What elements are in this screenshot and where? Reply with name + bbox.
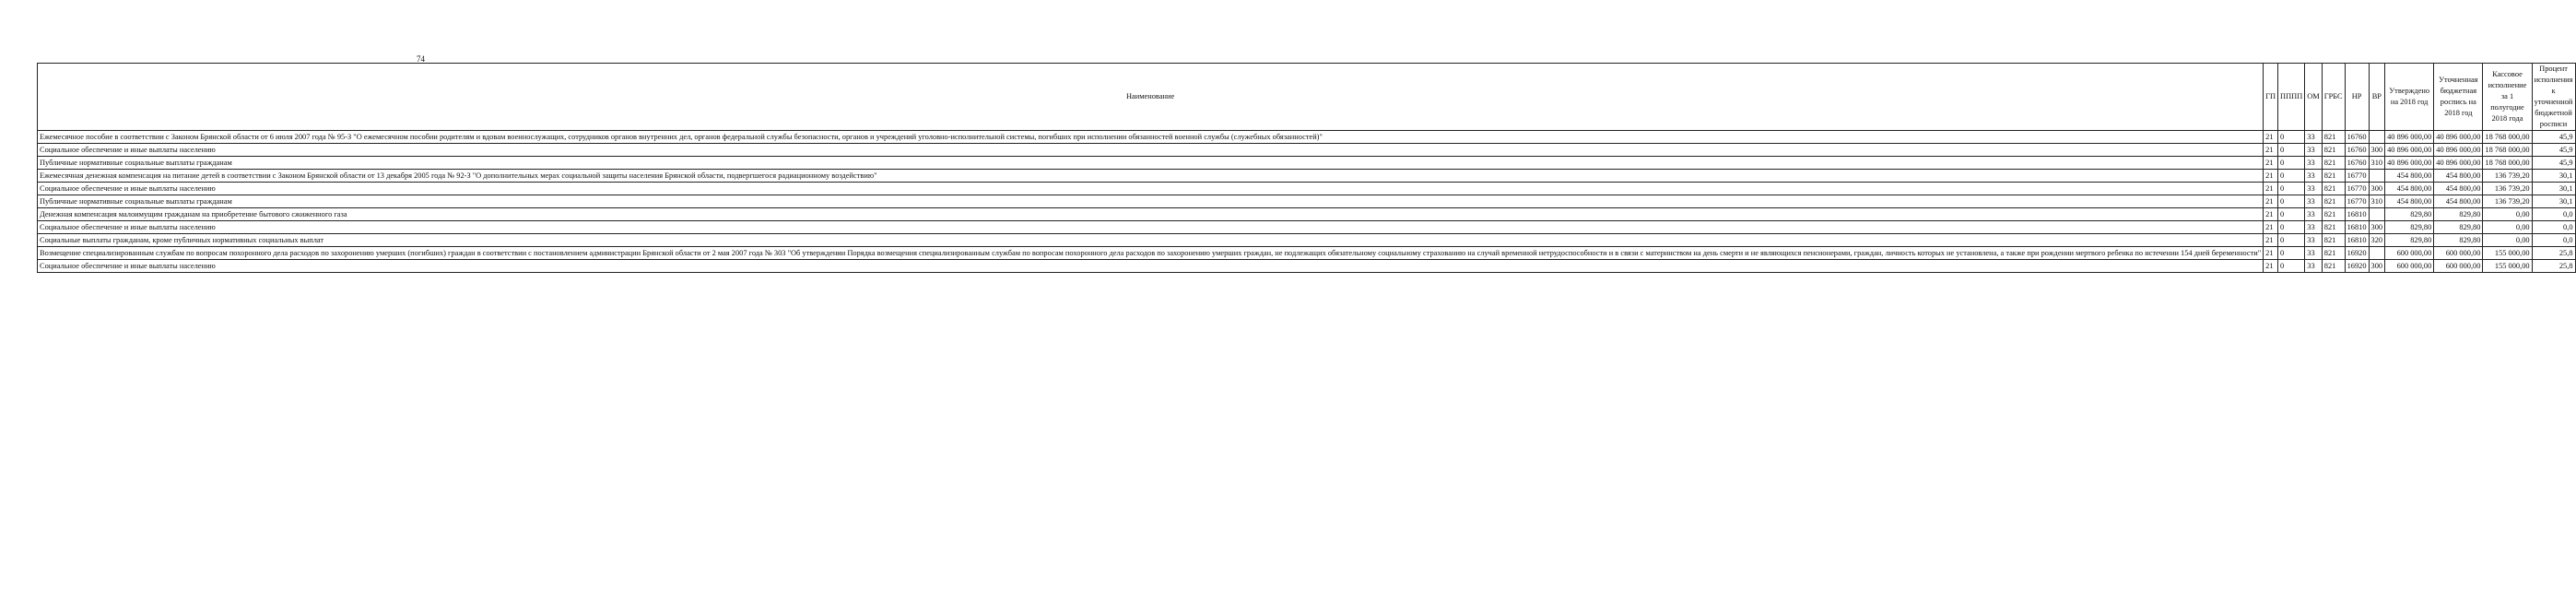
- row-approved: 454 800,00: [2385, 195, 2434, 208]
- row-pppp: 0: [2278, 131, 2305, 144]
- budget-table: [37, 63, 2576, 273]
- row-vr: 300: [2369, 260, 2385, 273]
- col-header-executed: Кассовое исполнение за 1 полугодие 2018 года: [2483, 64, 2532, 131]
- col-header-percent: Процент исполнения к уточненной бюджетной росписи: [2532, 64, 2575, 131]
- row-executed: 18 768 000,00: [2483, 144, 2532, 157]
- row-grbs: 821: [2322, 221, 2345, 234]
- row-executed: 155 000,00: [2483, 260, 2532, 273]
- row-om: 33: [2305, 208, 2323, 221]
- row-gp: 21: [2264, 170, 2278, 183]
- row-name: Возмещение специализированным службам по вопросам похоронного дела расходов по захоронению умерших (погибших) граждан в соответствии с постановлением администрации Брянской области от 2 мая 2007 года № 303 "Об утверждении Порядка возмещения специализированным службам по вопросам похоронного дела расходов по захоронению умерших граждан, не подлежащих обязательному социальному страхованию на случай временной нетрудоспособности и в связи с материнством на день смерти и не являющихся пенсионерами, граждан, личность которых не установлена, а также при рождении мертвого ребенка по истечении 154 дней беременности": [38, 247, 2264, 260]
- row-gp: 21: [2264, 195, 2278, 208]
- row-om: 33: [2305, 195, 2323, 208]
- row-vr: 300: [2369, 144, 2385, 157]
- row-gp: 21: [2264, 221, 2278, 234]
- row-nr: 16810: [2345, 221, 2369, 234]
- row-grbs: 821: [2322, 183, 2345, 195]
- col-header-nr: НР: [2345, 64, 2369, 131]
- row-executed: 18 768 000,00: [2483, 131, 2532, 144]
- page-number: 74: [417, 54, 425, 64]
- table-row: [38, 183, 2576, 195]
- col-header-om: ОМ: [2305, 64, 2323, 131]
- row-approved: 454 800,00: [2385, 183, 2434, 195]
- row-name: Социальное обеспечение и иные выплаты населению: [38, 221, 2264, 234]
- row-pppp: 0: [2278, 234, 2305, 247]
- table-row: [38, 260, 2576, 273]
- row-pppp: 0: [2278, 170, 2305, 183]
- row-executed: 136 739,20: [2483, 183, 2532, 195]
- row-refined: 454 800,00: [2434, 183, 2483, 195]
- row-grbs: 821: [2322, 208, 2345, 221]
- row-nr: 16810: [2345, 234, 2369, 247]
- row-name: Ежемесячное пособие в соответствии с Законом Брянской области от 6 июля 2007 года № 95-З "О ежемесячном пособии родителям и вдовам военнослужащих, сотрудников органов внутренних дел, органов федеральной службы безопасности, органов и учреждений уголовно-исполнительной системы, погибших при исполнении обязанностей военной службы (служебных обязанностей)": [38, 131, 2264, 144]
- row-grbs: 821: [2322, 247, 2345, 260]
- row-percent: 45,9: [2532, 144, 2575, 157]
- row-executed: 136 739,20: [2483, 170, 2532, 183]
- row-vr: 320: [2369, 234, 2385, 247]
- col-header-gp: ГП: [2264, 64, 2278, 131]
- row-om: 33: [2305, 234, 2323, 247]
- row-nr: 16920: [2345, 260, 2369, 273]
- row-refined: 829,80: [2434, 234, 2483, 247]
- row-nr: 16920: [2345, 247, 2369, 260]
- row-executed: 0,00: [2483, 221, 2532, 234]
- table-row: [38, 144, 2576, 157]
- table-row: [38, 221, 2576, 234]
- row-executed: 0,00: [2483, 234, 2532, 247]
- row-approved: 600 000,00: [2385, 247, 2434, 260]
- row-om: 33: [2305, 157, 2323, 170]
- row-percent: 45,9: [2532, 157, 2575, 170]
- row-pppp: 0: [2278, 195, 2305, 208]
- row-name: Публичные нормативные социальные выплаты гражданам: [38, 157, 2264, 170]
- row-name: Социальные выплаты гражданам, кроме публичных нормативных социальных выплат: [38, 234, 2264, 247]
- row-approved: 600 000,00: [2385, 260, 2434, 273]
- row-name: Социальное обеспечение и иные выплаты населению: [38, 260, 2264, 273]
- row-percent: 0,0: [2532, 208, 2575, 221]
- row-nr: 16810: [2345, 208, 2369, 221]
- table-row: [38, 170, 2576, 183]
- row-executed: 155 000,00: [2483, 247, 2532, 260]
- row-approved: 40 896 000,00: [2385, 157, 2434, 170]
- row-percent: 45,9: [2532, 131, 2575, 144]
- row-grbs: 821: [2322, 260, 2345, 273]
- row-percent: 0,0: [2532, 234, 2575, 247]
- row-refined: 829,80: [2434, 208, 2483, 221]
- row-grbs: 821: [2322, 195, 2345, 208]
- row-grbs: 821: [2322, 170, 2345, 183]
- row-approved: 40 896 000,00: [2385, 144, 2434, 157]
- row-approved: 829,80: [2385, 208, 2434, 221]
- table-row: [38, 131, 2576, 144]
- col-header-name: Наименование: [38, 64, 2264, 131]
- col-header-grbs: ГРБС: [2322, 64, 2345, 131]
- row-gp: 21: [2264, 183, 2278, 195]
- row-grbs: 821: [2322, 234, 2345, 247]
- col-header-refined: Уточненная бюджетная роспись на 2018 год: [2434, 64, 2483, 131]
- row-executed: 0,00: [2483, 208, 2532, 221]
- row-vr: [2369, 131, 2385, 144]
- row-pppp: 0: [2278, 260, 2305, 273]
- row-nr: 16770: [2345, 183, 2369, 195]
- row-om: 33: [2305, 247, 2323, 260]
- row-refined: 454 800,00: [2434, 170, 2483, 183]
- row-om: 33: [2305, 183, 2323, 195]
- row-grbs: 821: [2322, 131, 2345, 144]
- row-vr: 300: [2369, 221, 2385, 234]
- row-grbs: 821: [2322, 144, 2345, 157]
- row-gp: 21: [2264, 157, 2278, 170]
- row-percent: 25,8: [2532, 247, 2575, 260]
- table-row: [38, 208, 2576, 221]
- row-gp: 21: [2264, 260, 2278, 273]
- row-vr: [2369, 170, 2385, 183]
- row-nr: 16760: [2345, 157, 2369, 170]
- col-header-approved: Утверждено на 2018 год: [2385, 64, 2434, 131]
- row-pppp: 0: [2278, 144, 2305, 157]
- table-row: [38, 195, 2576, 208]
- row-nr: 16760: [2345, 144, 2369, 157]
- row-om: 33: [2305, 144, 2323, 157]
- table-row: [38, 157, 2576, 170]
- row-pppp: 0: [2278, 157, 2305, 170]
- row-approved: 829,80: [2385, 234, 2434, 247]
- row-vr: 310: [2369, 195, 2385, 208]
- table-row: [38, 234, 2576, 247]
- row-pppp: 0: [2278, 183, 2305, 195]
- row-om: 33: [2305, 260, 2323, 273]
- col-header-pppp: ПППП: [2278, 64, 2305, 131]
- row-executed: 136 739,20: [2483, 195, 2532, 208]
- row-percent: 25,8: [2532, 260, 2575, 273]
- row-vr: [2369, 208, 2385, 221]
- row-nr: 16770: [2345, 170, 2369, 183]
- row-approved: 454 800,00: [2385, 170, 2434, 183]
- row-refined: 40 896 000,00: [2434, 144, 2483, 157]
- row-refined: 40 896 000,00: [2434, 157, 2483, 170]
- row-refined: 600 000,00: [2434, 260, 2483, 273]
- table-row: [38, 247, 2576, 260]
- row-refined: 829,80: [2434, 221, 2483, 234]
- table-header-row: [38, 64, 2576, 131]
- row-gp: 21: [2264, 144, 2278, 157]
- row-percent: 30,1: [2532, 195, 2575, 208]
- row-pppp: 0: [2278, 208, 2305, 221]
- row-vr: 300: [2369, 183, 2385, 195]
- row-gp: 21: [2264, 234, 2278, 247]
- row-nr: 16770: [2345, 195, 2369, 208]
- row-pppp: 0: [2278, 247, 2305, 260]
- row-om: 33: [2305, 170, 2323, 183]
- row-nr: 16760: [2345, 131, 2369, 144]
- row-percent: 30,1: [2532, 183, 2575, 195]
- row-name: Социальное обеспечение и иные выплаты населению: [38, 144, 2264, 157]
- row-om: 33: [2305, 221, 2323, 234]
- row-refined: 454 800,00: [2434, 195, 2483, 208]
- row-refined: 40 896 000,00: [2434, 131, 2483, 144]
- row-percent: 30,1: [2532, 170, 2575, 183]
- row-name: Ежемесячная денежная компенсация на питание детей в соответствии с Законом Брянской области от 13 декабря 2005 года № 92-З "О дополнительных мерах социальной защиты населения Брянской области, подвергшегося радиационному воздействию": [38, 170, 2264, 183]
- row-om: 33: [2305, 131, 2323, 144]
- col-header-vr: ВР: [2369, 64, 2385, 131]
- row-name: Публичные нормативные социальные выплаты гражданам: [38, 195, 2264, 208]
- row-executed: 18 768 000,00: [2483, 157, 2532, 170]
- row-approved: 829,80: [2385, 221, 2434, 234]
- row-percent: 0,0: [2532, 221, 2575, 234]
- row-pppp: 0: [2278, 221, 2305, 234]
- row-vr: 310: [2369, 157, 2385, 170]
- row-name: Социальное обеспечение и иные выплаты населению: [38, 183, 2264, 195]
- row-name: Денежная компенсация малоимущим гражданам на приобретение бытового сжиженного газа: [38, 208, 2264, 221]
- row-gp: 21: [2264, 247, 2278, 260]
- row-refined: 600 000,00: [2434, 247, 2483, 260]
- row-grbs: 821: [2322, 157, 2345, 170]
- row-gp: 21: [2264, 131, 2278, 144]
- row-vr: [2369, 247, 2385, 260]
- row-approved: 40 896 000,00: [2385, 131, 2434, 144]
- row-gp: 21: [2264, 208, 2278, 221]
